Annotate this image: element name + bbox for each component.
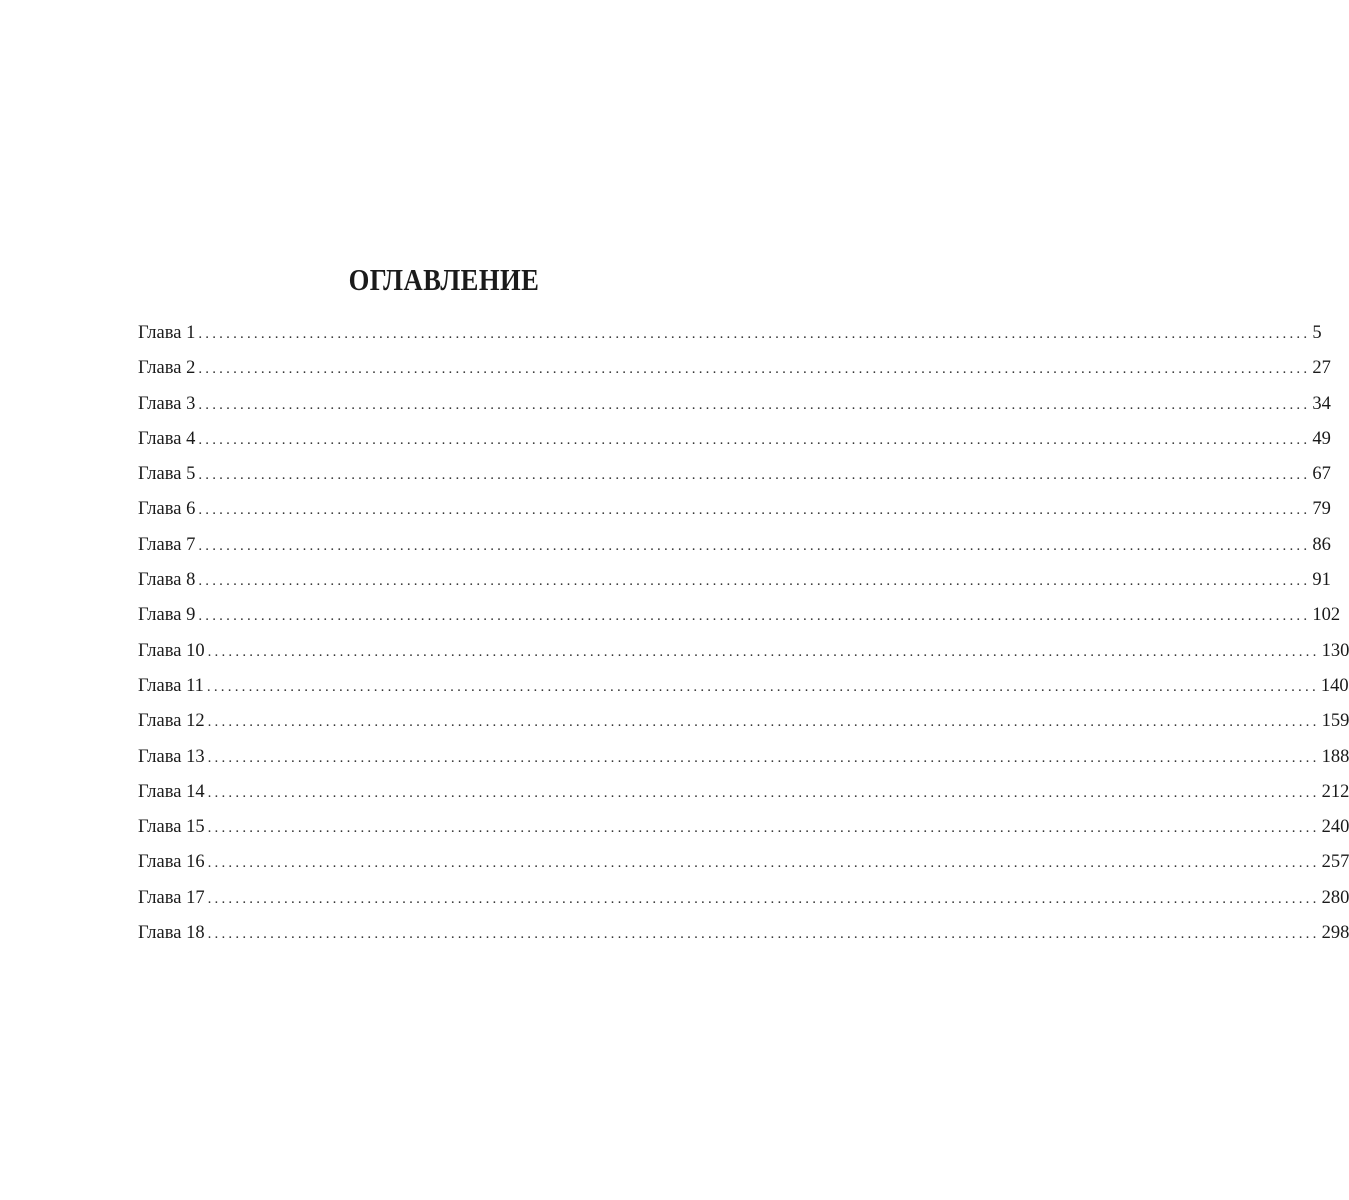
toc-entry-label: Глава 13 <box>138 746 205 767</box>
toc-entry-label: Глава 17 <box>138 887 205 908</box>
dot-leader: ................................................................................................................................................................ <box>198 396 1311 413</box>
dot-leader: ................................................................................................................................................................ <box>207 926 1320 943</box>
toc-entry-page: 257 <box>1321 852 1349 873</box>
toc-entry-page: 91 <box>1312 570 1331 591</box>
toc-entry-page: 102 <box>1312 605 1341 626</box>
toc-entry-label: Глава 12 <box>138 711 205 732</box>
dot-leader: ................................................................................................................................................................ <box>198 361 1311 378</box>
toc-entry <box>138 845 1349 880</box>
toc-entry <box>138 881 1349 916</box>
dot-leader: ................................................................................................................................................................ <box>207 820 1320 837</box>
toc-entry <box>138 916 1349 951</box>
toc-entry-page: 212 <box>1321 781 1349 802</box>
toc-entry-page: 280 <box>1321 887 1349 908</box>
page-title: ОГЛАВЛЕНИЕ <box>348 262 540 297</box>
toc-entry-page: 5 <box>1312 323 1322 343</box>
dot-leader: ................................................................................................................................................................ <box>207 714 1320 731</box>
toc-entry <box>138 740 1349 775</box>
toc-entry-page: 140 <box>1320 675 1349 696</box>
toc-entry-label: Глава 11 <box>138 675 204 696</box>
toc-entry-label: Глава 6 <box>138 499 196 520</box>
toc-entry <box>138 492 1331 527</box>
toc-entry <box>138 704 1349 739</box>
dot-leader: ................................................................................................................................................................ <box>207 643 1320 660</box>
dot-leader: ................................................................................................................................................................ <box>198 326 1311 342</box>
dot-leader: ................................................................................................................................................................ <box>206 678 1319 695</box>
toc-entry-label: Глава 18 <box>138 923 205 944</box>
toc-entry <box>138 316 1322 351</box>
dot-leader: ................................................................................................................................................................ <box>207 749 1320 766</box>
toc-entry-page: 27 <box>1312 358 1331 379</box>
toc-entry-page: 159 <box>1321 711 1349 732</box>
dot-leader: ................................................................................................................................................................ <box>198 608 1311 625</box>
toc-entry <box>138 351 1331 386</box>
toc-entry <box>138 775 1349 810</box>
dot-leader: ................................................................................................................................................................ <box>198 573 1311 590</box>
toc-entry <box>138 669 1349 704</box>
dot-leader: ................................................................................................................................................................ <box>198 467 1311 484</box>
toc-entry <box>138 634 1349 669</box>
table-of-contents <box>138 316 1349 951</box>
toc-entry-page: 67 <box>1312 464 1331 485</box>
toc-entry <box>138 528 1331 563</box>
toc-entry <box>138 457 1331 492</box>
dot-leader: ................................................................................................................................................................ <box>198 502 1311 519</box>
toc-entry-page: 49 <box>1312 428 1331 449</box>
dot-leader: ................................................................................................................................................................ <box>207 855 1320 872</box>
toc-entry-page: 79 <box>1312 499 1331 520</box>
toc-entry-label: Глава 4 <box>138 428 196 449</box>
toc-entry-label: Глава 1 <box>138 323 196 343</box>
toc-entry-label: Глава 8 <box>138 570 196 591</box>
toc-entry-page: 188 <box>1321 746 1349 767</box>
toc-entry <box>138 563 1331 598</box>
toc-entry-page: 86 <box>1312 534 1331 555</box>
toc-entry <box>138 387 1331 422</box>
dot-leader: ................................................................................................................................................................ <box>198 537 1311 554</box>
toc-entry-label: Глава 14 <box>138 781 205 802</box>
toc-entry <box>138 598 1341 633</box>
toc-entry-label: Глава 3 <box>138 393 196 414</box>
toc-entry <box>138 810 1349 845</box>
dot-leader: ................................................................................................................................................................ <box>207 890 1320 907</box>
toc-entry-label: Глава 9 <box>138 605 196 626</box>
toc-entry-label: Глава 16 <box>138 852 205 873</box>
toc-entry-page: 240 <box>1321 817 1349 838</box>
toc-entry-page: 130 <box>1321 640 1349 661</box>
toc-entry-page: 34 <box>1312 393 1331 414</box>
dot-leader: ................................................................................................................................................................ <box>207 784 1320 801</box>
toc-entry-label: Глава 10 <box>138 640 205 661</box>
dot-leader: ................................................................................................................................................................ <box>198 431 1311 448</box>
toc-entry-label: Глава 5 <box>138 464 196 485</box>
toc-entry-page: 298 <box>1321 923 1349 944</box>
toc-entry-label: Глава 15 <box>138 817 205 838</box>
toc-entry <box>138 422 1331 457</box>
toc-entry-label: Глава 7 <box>138 534 196 555</box>
toc-entry-label: Глава 2 <box>138 358 196 379</box>
